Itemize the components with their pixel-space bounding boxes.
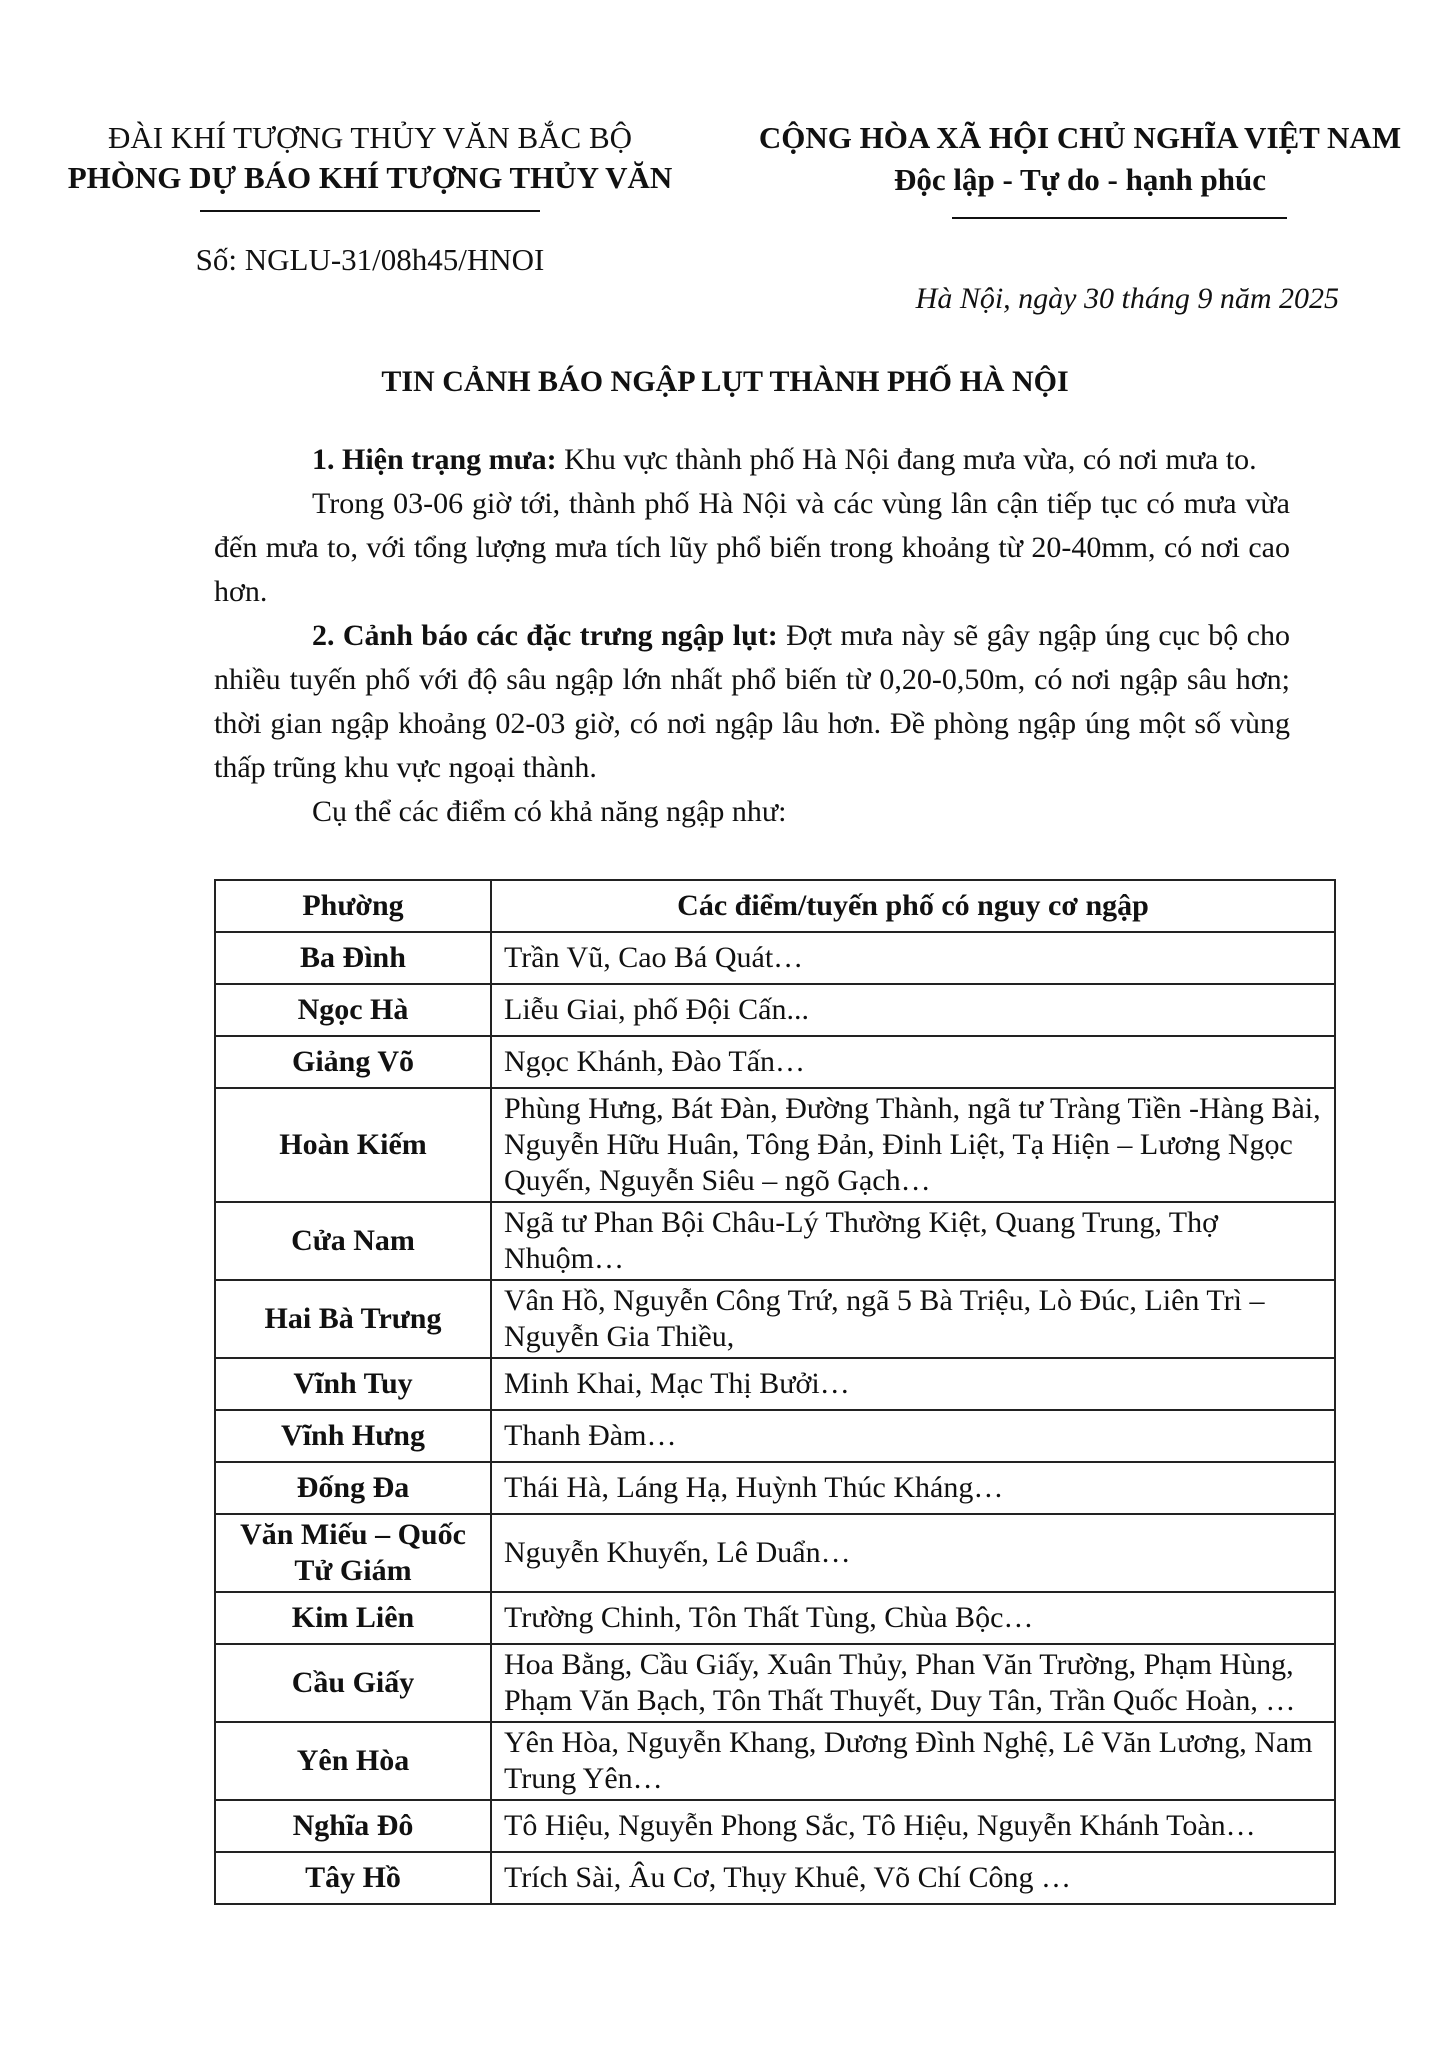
streets-cell: Yên Hòa, Nguyễn Khang, Dương Đình Nghệ, Lê Văn Lương, Nam Trung Yên…	[491, 1722, 1335, 1800]
rain-status-paragraph	[214, 438, 1290, 482]
place-date: Hà Nội, ngày 30 tháng 9 năm 2025	[915, 282, 1339, 315]
ward-cell: Vĩnh Hưng	[215, 1410, 491, 1462]
streets-cell: Nguyễn Khuyến, Lê Duẩn…	[491, 1514, 1335, 1592]
flood-warning-heading: 2. Cảnh báo các đặc trưng ngập lụt:	[312, 619, 778, 652]
streets-cell: Phùng Hưng, Bát Đàn, Đường Thành, ngã tư Tràng Tiền -Hàng Bài, Nguyễn Hữu Huân, Tông Đản, Đinh Liệt, Tạ Hiện – Lương Ngọc Quyến, Nguyễn Siêu – ngõ Gạch…	[491, 1088, 1335, 1202]
national-motto-line1: CỘNG HÒA XÃ HỘI CHỦ NGHĨA VIỆT NAM	[758, 120, 1402, 155]
rain-status-heading: 1. Hiện trạng mưa:	[312, 443, 557, 476]
table-header-row	[215, 880, 1335, 932]
streets-cell: Thanh Đàm…	[491, 1410, 1335, 1462]
table-row	[215, 1088, 1335, 1202]
ward-cell: Giảng Võ	[215, 1036, 491, 1088]
flood-points-table	[214, 879, 1336, 1905]
agency-underline	[200, 210, 540, 212]
ward-cell: Yên Hòa	[215, 1722, 491, 1800]
streets-cell: Hoa Bằng, Cầu Giấy, Xuân Thủy, Phan Văn Trường, Phạm Hùng, Phạm Văn Bạch, Tôn Thất Thuyết, Duy Tân, Trần Quốc Hoàn, …	[491, 1644, 1335, 1722]
table-row	[215, 1722, 1335, 1800]
table-row	[215, 1202, 1335, 1280]
table-row	[215, 1410, 1335, 1462]
table-row	[215, 1462, 1335, 1514]
streets-cell: Tô Hiệu, Nguyễn Phong Sắc, Tô Hiệu, Nguyễn Khánh Toàn…	[491, 1800, 1335, 1852]
table-row	[215, 1800, 1335, 1852]
flood-warning-paragraph	[214, 614, 1290, 790]
ward-column-header: Phường	[215, 880, 491, 932]
ward-cell: Ngọc Hà	[215, 984, 491, 1036]
table-row	[215, 1644, 1335, 1722]
ward-cell: Cầu Giấy	[215, 1644, 491, 1722]
streets-cell: Liễu Giai, phố Đội Cấn...	[491, 984, 1335, 1036]
motto-underline	[952, 217, 1287, 219]
streets-cell: Trần Vũ, Cao Bá Quát…	[491, 932, 1335, 984]
ward-cell: Ba Đình	[215, 932, 491, 984]
ward-cell: Hai Bà Trưng	[215, 1280, 491, 1358]
forecast-paragraph: Trong 03-06 giờ tới, thành phố Hà Nội và các vùng lân cận tiếp tục có mưa vừa đến mưa to, với tổng lượng mưa tích lũy phổ biến trong khoảng từ 20-40mm, có nơi cao hơn.	[214, 487, 1290, 608]
table-row	[215, 1592, 1335, 1644]
ward-cell: Kim Liên	[215, 1592, 491, 1644]
streets-cell: Thái Hà, Láng Hạ, Huỳnh Thúc Kháng…	[491, 1462, 1335, 1514]
list-intro: Cụ thể các điểm có khả năng ngập như:	[312, 795, 787, 828]
streets-cell: Vân Hồ, Nguyễn Công Trứ, ngã 5 Bà Triệu, Lò Đúc, Liên Trì – Nguyễn Gia Thiều,	[491, 1280, 1335, 1358]
ward-cell: Hoàn Kiếm	[215, 1088, 491, 1202]
streets-cell: Minh Khai, Mạc Thị Bưởi…	[491, 1358, 1335, 1410]
streets-cell: Trích Sài, Âu Cơ, Thụy Khuê, Võ Chí Công …	[491, 1852, 1335, 1904]
table-row	[215, 1280, 1335, 1358]
rain-status-text: Khu vực thành phố Hà Nội đang mưa vừa, có nơi mưa to.	[564, 443, 1257, 476]
document-body	[214, 438, 1290, 834]
table-row	[215, 932, 1335, 984]
streets-cell: Ngọc Khánh, Đào Tấn…	[491, 1036, 1335, 1088]
table-row	[215, 1514, 1335, 1592]
streets-cell: Ngã tư Phan Bội Châu-Lý Thường Kiệt, Quang Trung, Thợ Nhuộm…	[491, 1202, 1335, 1280]
ward-cell: Vĩnh Tuy	[215, 1358, 491, 1410]
streets-column-header: Các điểm/tuyến phố có nguy cơ ngập	[491, 880, 1335, 932]
table-row	[215, 984, 1335, 1036]
agency-name-line1: ĐÀI KHÍ TƯỢNG THỦY VĂN BẮC BỘ	[107, 120, 633, 155]
ward-cell: Đống Đa	[215, 1462, 491, 1514]
document-number: Số: NGLU-31/08h45/HNOI	[195, 242, 545, 277]
document-title: TIN CẢNH BÁO NGẬP LỤT THÀNH PHỐ HÀ NỘI	[381, 365, 1069, 398]
ward-cell: Văn Miếu – Quốc Tử Giám	[215, 1514, 491, 1592]
table-row	[215, 1036, 1335, 1088]
agency-name-line2: PHÒNG DỰ BÁO KHÍ TƯỢNG THỦY VĂN	[67, 160, 673, 195]
table-row	[215, 1358, 1335, 1410]
ward-cell: Nghĩa Đô	[215, 1800, 491, 1852]
national-motto-line2: Độc lập - Tự do - hạnh phúc	[893, 162, 1267, 197]
ward-cell: Tây Hồ	[215, 1852, 491, 1904]
flood-warning-text: Đợt mưa này sẽ gây ngập úng cục bộ cho nhiều tuyến phố với độ sâu ngập lớn nhất phổ biến từ 0,20-0,50m, có nơi ngập sâu hơn; thời gian ngập khoảng 02-03 giờ, có nơi ngập lâu hơn. Đề phòng ngập úng một số vùng thấp trũng khu vực ngoại thành.	[214, 619, 1290, 784]
streets-cell: Trường Chinh, Tôn Thất Tùng, Chùa Bộc…	[491, 1592, 1335, 1644]
table-row	[215, 1852, 1335, 1904]
ward-cell: Cửa Nam	[215, 1202, 491, 1280]
